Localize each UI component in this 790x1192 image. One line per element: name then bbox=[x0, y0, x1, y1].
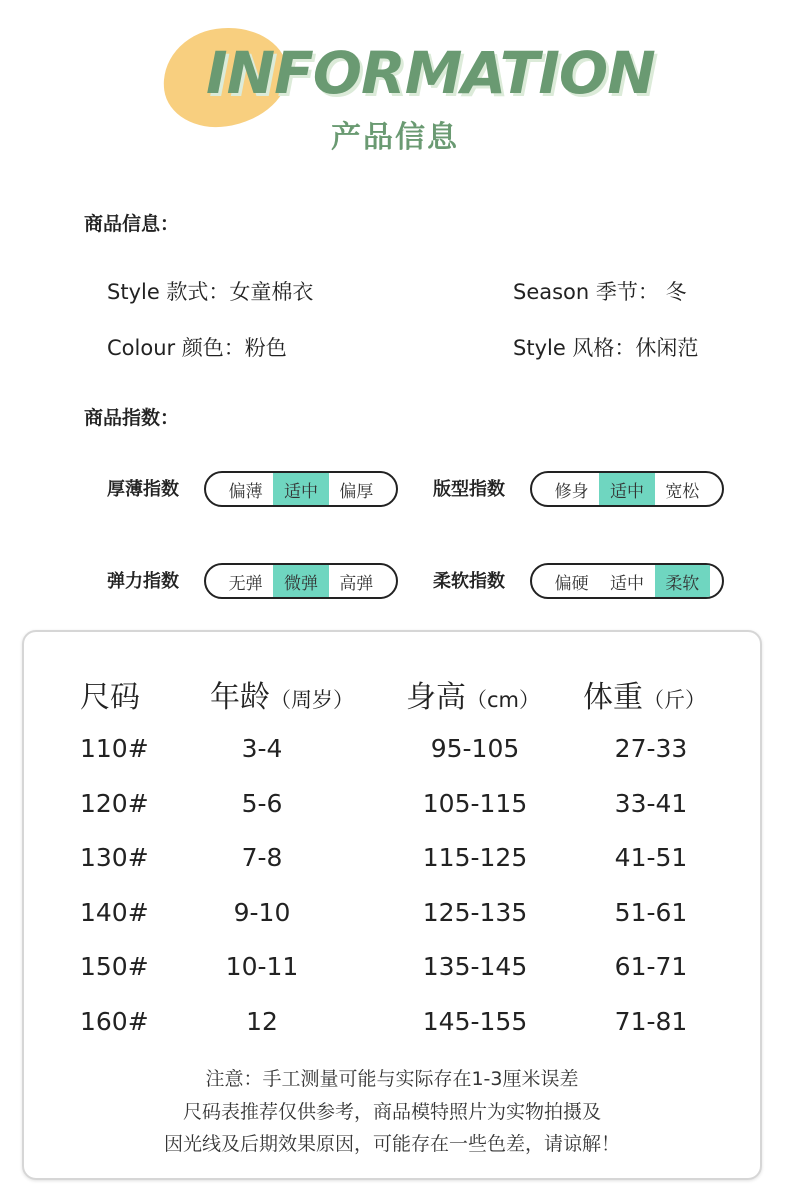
table-cell: 27-33 bbox=[614, 734, 688, 763]
table-cell: 95-105 bbox=[430, 734, 520, 763]
attr-season: Season 季节： 冬 bbox=[513, 280, 687, 304]
title-chinese: 产品信息 bbox=[331, 120, 459, 155]
index-label-thickness: 厚薄指数 bbox=[107, 479, 179, 500]
table-cell: 130# bbox=[80, 843, 149, 872]
table-cell: 140# bbox=[80, 897, 149, 927]
table-cell: 120# bbox=[80, 788, 149, 818]
index-label-elasticity: 弹力指数 bbox=[107, 571, 179, 592]
index-option: 无弹 bbox=[228, 573, 263, 594]
table-cell: 71-81 bbox=[614, 1006, 688, 1036]
table-cell: 12 bbox=[246, 1006, 278, 1036]
table-cell: 41-51 bbox=[614, 843, 688, 872]
table-cell: 3-4 bbox=[241, 734, 283, 763]
index-option: 柔软 bbox=[655, 565, 710, 597]
title-english: INFORMATION bbox=[206, 39, 655, 107]
table-cell: 5-6 bbox=[241, 788, 283, 818]
table-cell: 105-115 bbox=[422, 788, 528, 818]
note-line-1: 注意：手工测量可能与实际存在1-3厘米误差 bbox=[205, 1068, 579, 1090]
product-info-label: 商品信息： bbox=[84, 213, 180, 235]
header-weight: 体重（斤） bbox=[583, 680, 706, 715]
note-line-3: 因光线及后期效果原因，可能存在一些色差，请谅解！ bbox=[163, 1133, 620, 1155]
page-header bbox=[0, 0, 790, 170]
product-index-label: 商品指数： bbox=[84, 407, 180, 429]
index-scale-thickness bbox=[204, 471, 398, 507]
attr-style: Style 款式：女童棉衣 bbox=[107, 280, 314, 304]
table-cell: 61-71 bbox=[614, 952, 688, 981]
index-label-softness: 柔软指数 bbox=[433, 571, 505, 592]
index-scale-elasticity bbox=[204, 563, 398, 599]
index-option: 适中 bbox=[273, 473, 328, 505]
table-cell: 145-155 bbox=[422, 1006, 528, 1036]
index-option: 修身 bbox=[554, 481, 589, 502]
table-cell: 10-11 bbox=[225, 952, 299, 981]
index-option: 高弹 bbox=[339, 573, 374, 594]
index-scale-fit bbox=[530, 471, 724, 507]
table-cell: 33-41 bbox=[614, 788, 688, 818]
size-chart bbox=[22, 630, 762, 1180]
table-cell: 7-8 bbox=[241, 843, 283, 872]
index-option: 偏厚 bbox=[339, 481, 374, 502]
table-cell: 160# bbox=[80, 1006, 149, 1036]
table-cell: 110# bbox=[80, 734, 149, 763]
index-option: 适中 bbox=[609, 573, 644, 594]
attr-colour: Colour 颜色：粉色 bbox=[107, 336, 287, 360]
table-cell: 51-61 bbox=[614, 897, 688, 927]
note-line-2: 尺码表推荐仅供参考，商品模特照片为实物拍摄及 bbox=[182, 1101, 601, 1123]
index-scale-softness bbox=[530, 563, 724, 599]
index-option: 微弹 bbox=[273, 565, 328, 597]
index-label-fit: 版型指数 bbox=[433, 479, 505, 500]
index-option: 偏薄 bbox=[228, 481, 263, 502]
header-age: 年龄（周岁） bbox=[210, 680, 354, 715]
table-cell: 115-125 bbox=[422, 843, 528, 872]
attr-style-type: Style 风格：休闲范 bbox=[513, 336, 699, 360]
table-cell: 150# bbox=[80, 952, 149, 981]
index-option: 偏硬 bbox=[554, 573, 589, 594]
table-cell: 9-10 bbox=[233, 897, 291, 927]
index-option: 适中 bbox=[599, 473, 654, 505]
table-cell: 125-135 bbox=[422, 897, 528, 927]
header-size: 尺码 bbox=[80, 680, 140, 715]
index-option: 宽松 bbox=[665, 481, 700, 502]
table-cell: 135-145 bbox=[422, 952, 528, 981]
header-height: 身高（cm） bbox=[406, 680, 541, 715]
